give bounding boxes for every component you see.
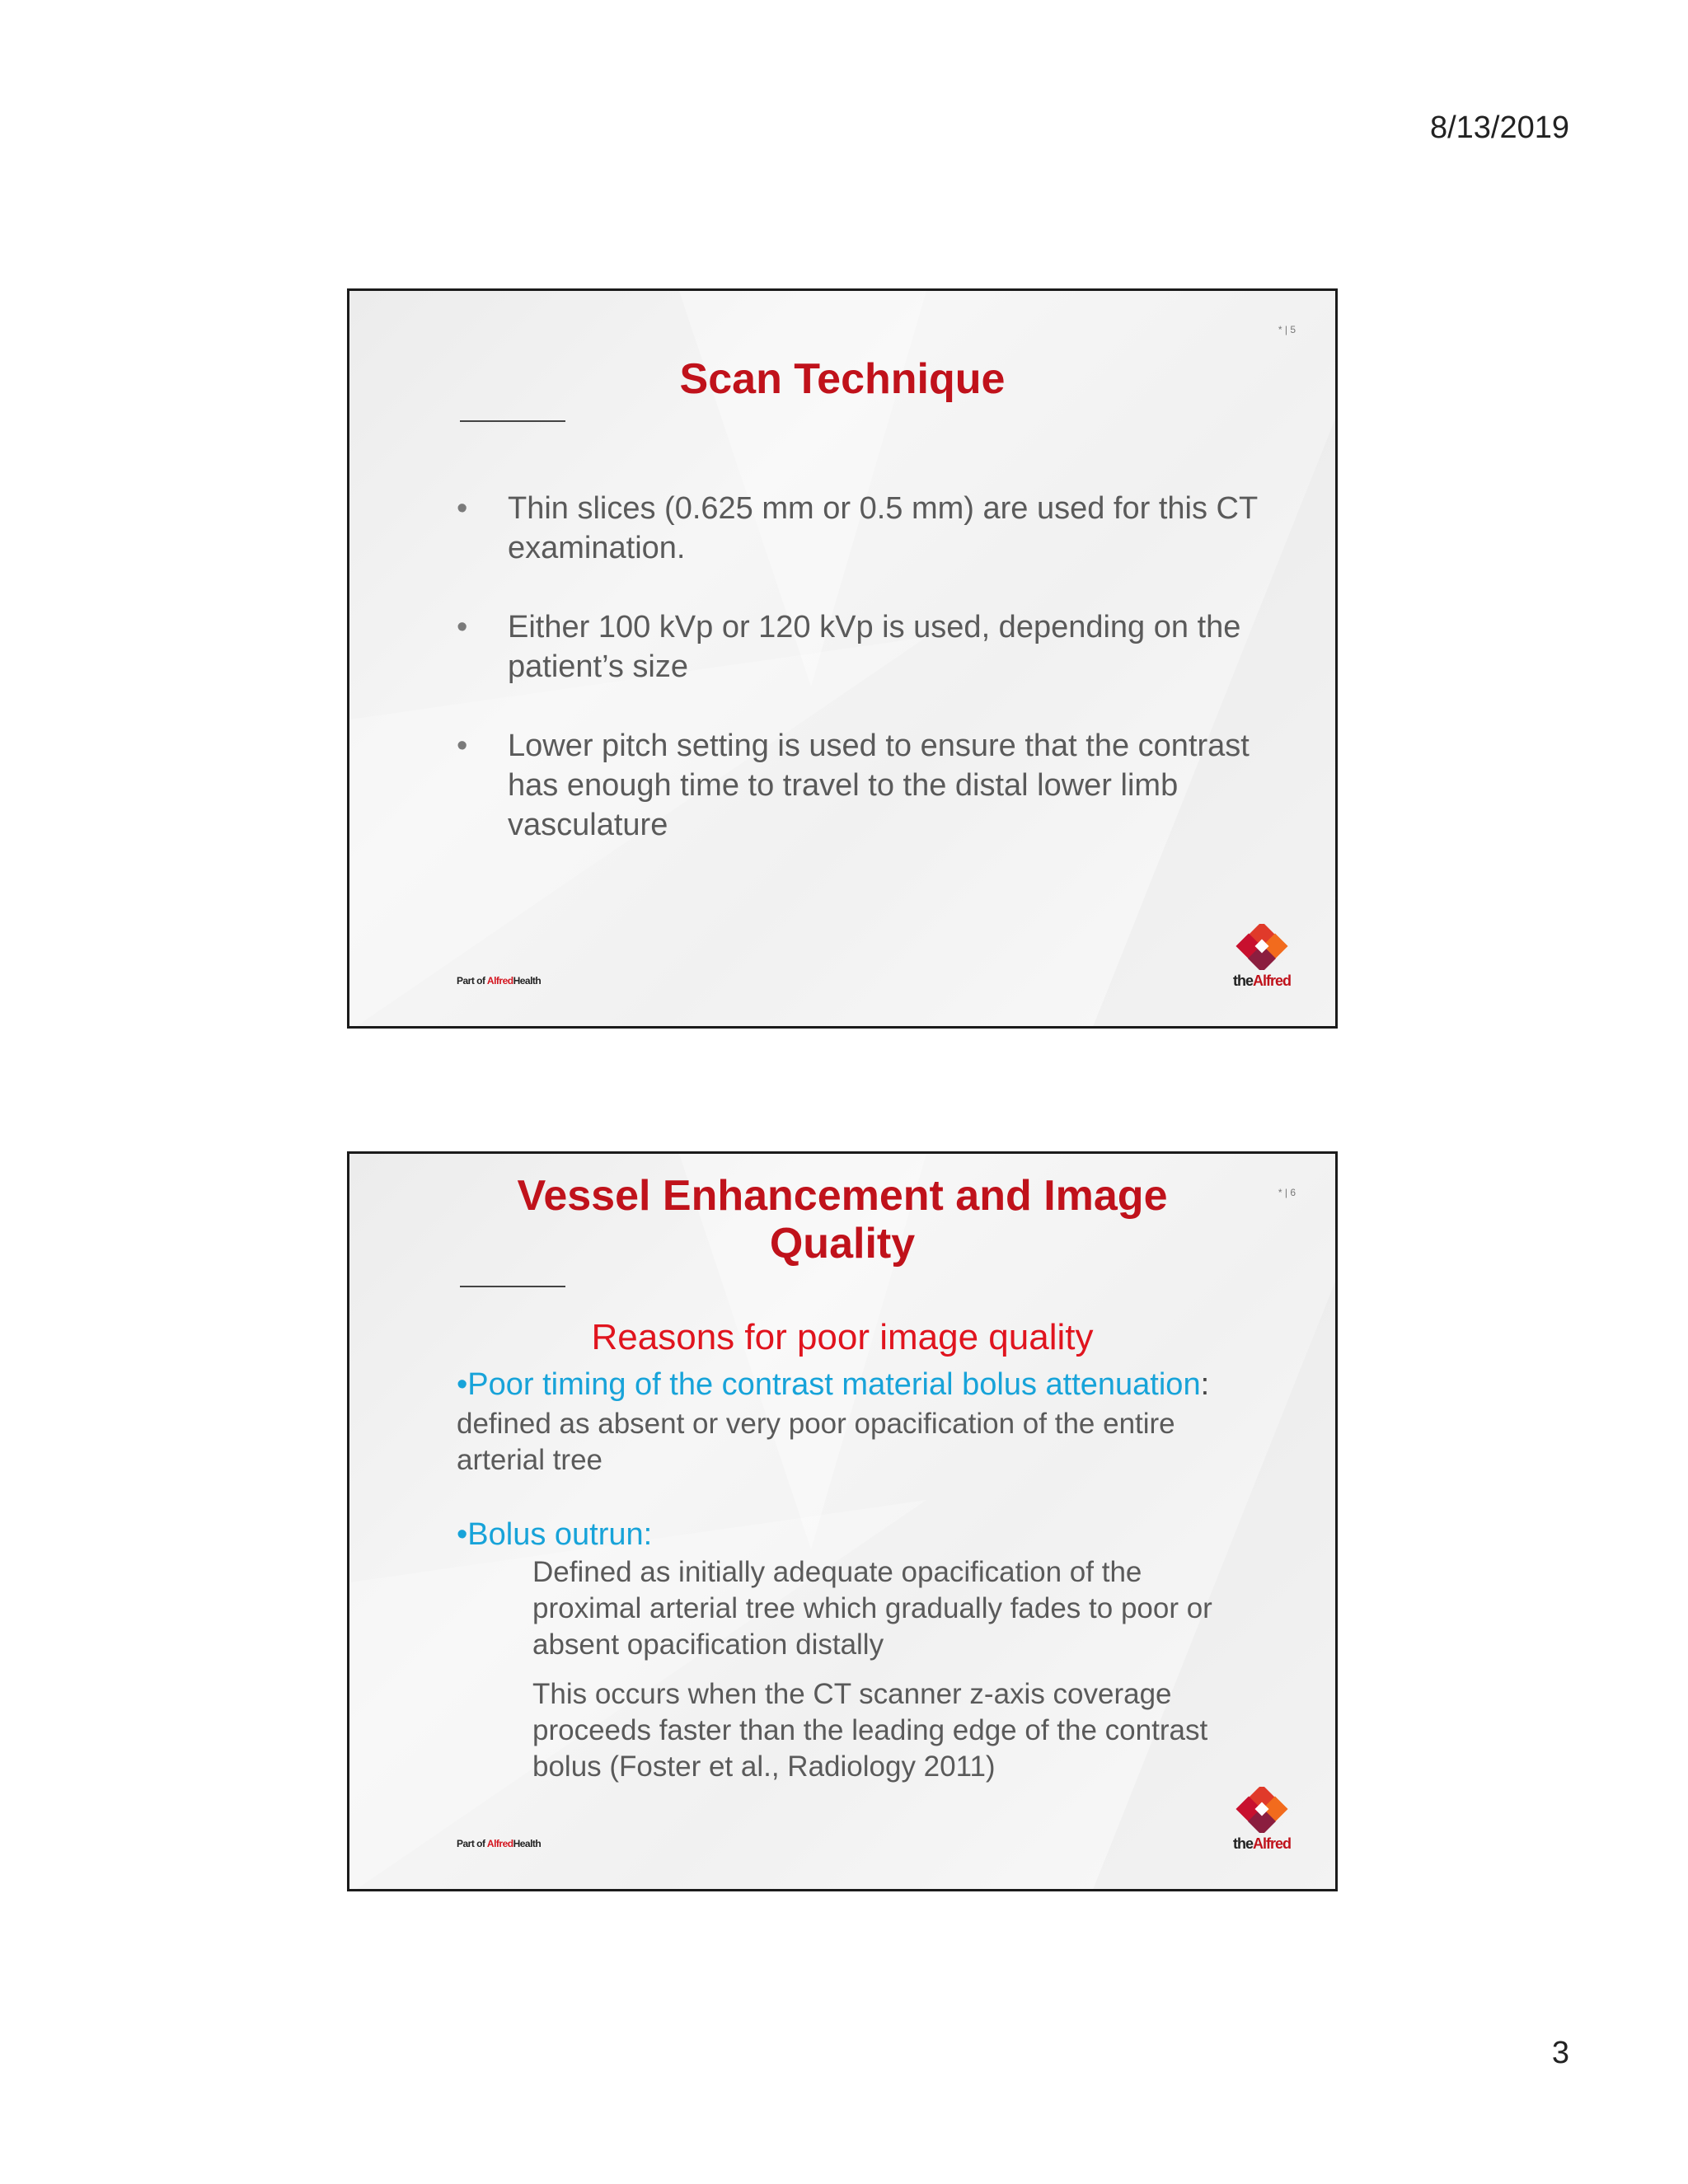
bullet-icon: • [457, 491, 468, 526]
slide-title: Scan Technique [679, 355, 1006, 403]
footer-part-of-alfred-health: Part of AlfredHealth [457, 975, 542, 987]
bullet-icon: • [457, 729, 468, 763]
slide-title-line2: Quality [769, 1220, 916, 1268]
page-date: 8/13/2019 [1429, 110, 1569, 145]
slide-scan-technique [347, 288, 1338, 1029]
title-rule [460, 420, 565, 422]
list-item: • Either 100 kVp or 120 kVp is used, depending on the patient’s size [457, 607, 1289, 687]
the-alfred-logo [1225, 1787, 1299, 1853]
bullet-icon: • [457, 610, 468, 644]
point-text: defined as absent or very poor opacification of the entire [457, 1408, 1175, 1440]
footer-part-of-alfred-health: Part of AlfredHealth [457, 1838, 542, 1849]
logo-text: theAlfred [1232, 1835, 1291, 1852]
subheading: Reasons for poor image quality [591, 1317, 1094, 1357]
list-item: • Thin slices (0.625 mm or 0.5 mm) are used for this CT examination. [457, 489, 1289, 568]
point-text: proximal arterial tree which gradually fades to poor or [532, 1592, 1212, 1624]
logo-text: theAlfred [1232, 972, 1291, 989]
point-heading-bolus-outrun: •Bolus outrun: [457, 1517, 653, 1552]
slide-vessel-enhancement [347, 1151, 1338, 1891]
page-number: 3 [1551, 2036, 1569, 2070]
slide-number: * | 6 [1278, 1187, 1296, 1198]
point-text: bolus (Foster et al., Radiology 2011) [532, 1750, 996, 1783]
point-text: arterial tree [457, 1444, 603, 1476]
point-text: Defined as initially adequate opacification of the [532, 1556, 1142, 1588]
point-text: proceeds faster than the leading edge of the contrast [532, 1714, 1208, 1746]
list-item: • Lower pitch setting is used to ensure that the contrast has enough time to travel to the distal lower limb vasculature [457, 726, 1289, 845]
slide-title-line1: Vessel Enhancement and Image [517, 1172, 1168, 1220]
title-rule [460, 1286, 565, 1287]
alfred-logo-icon [1225, 1787, 1299, 1833]
point-text: absent opacification distally [532, 1629, 884, 1661]
the-alfred-logo [1225, 924, 1299, 990]
point-text: This occurs when the CT scanner z-axis coverage [532, 1678, 1172, 1710]
slide-number: * | 5 [1278, 324, 1296, 335]
point-heading-poor-timing: •Poor timing of the contrast material bolus attenuation: [457, 1367, 1210, 1402]
alfred-logo-icon [1225, 924, 1299, 970]
bullet-list [457, 489, 1289, 884]
